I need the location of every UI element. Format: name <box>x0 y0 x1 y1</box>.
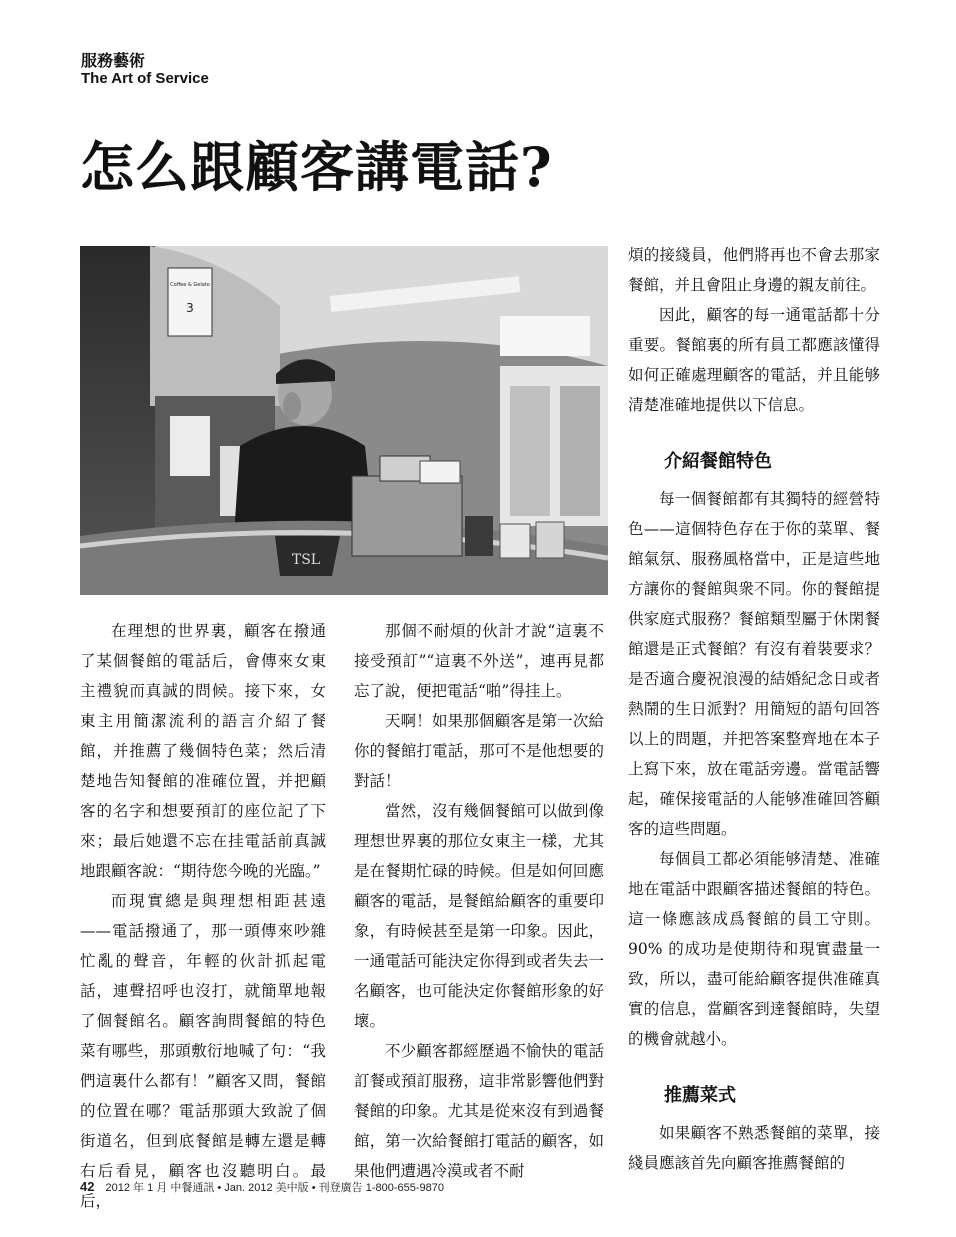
page-number: 42 <box>80 1179 95 1194</box>
sign-text-line2: 3 <box>186 301 194 315</box>
subheading-recommend-dishes: 推薦菜式 <box>664 1085 736 1105</box>
page-footer <box>80 1179 444 1195</box>
paragraph-continuation: 煩的接綫員，他們將再也不會去那家餐館，并且會阻止身邊的親友前往。 <box>628 246 880 294</box>
bowl-label-text: TSL <box>291 552 321 568</box>
paragraph: 那個不耐煩的伙計才說“這裏不接受預訂”“這裏不外送”，連再見都忘了說，便把電話“啪”得挂上。 <box>354 622 604 700</box>
paragraph: 在理想的世界裏，顧客在撥通了某個餐館的電話后，會傳來女東主禮貌而真誠的問候。接下來，女東主用簡潔流利的語言介紹了餐館，并推薦了幾個特色菜；然后清楚地告知餐館的准確位置，并把顧客的名字和想要預訂的座位記了下來；最后她還不忘在挂電話前真誠地跟顧客說：“期待您今晚的光臨。” <box>80 622 326 880</box>
paragraph: 每一個餐館都有其獨特的經營特色——這個特色存在于你的菜單、餐館氣氛、服務風格當中，正是這些地方讓你的餐館與衆不同。你的餐館提供家庭式服務？餐館類型屬于休閑餐館還是正式餐館？有沒有着裝要求？是否適合慶祝浪漫的結婚紀念日或者熱鬧的生日派對？用簡短的語句回答以上的問題，并把答案整齊地在本子上寫下來，放在電話旁邊。當電話響起，確保接電話的人能够准確回答顧客的這些問題。 <box>628 490 880 838</box>
subheading-restaurant-features: 介紹餐館特色 <box>664 451 772 471</box>
article-title: 怎么跟顧客講電話? <box>80 135 553 199</box>
article-column-2 <box>354 616 604 1186</box>
paragraph: 天啊！如果那個顧客是第一次給你的餐館打電話，那可不是他想要的對話！ <box>354 712 604 790</box>
paragraph: 每個員工都必須能够清楚、准確地在電話中跟顧客描述餐館的特色。這一條應該成爲餐館的員工守則。90% 的成功是使期待和現實盡量一致，所以，盡可能給顧客提供准確真實的信息，當顧客到達餐館時，失望的機會就越小。 <box>628 850 880 1048</box>
sign-text-line1: Coffee & Gelato <box>170 282 210 288</box>
section-label-english: The Art of Service <box>81 70 209 87</box>
article-photo <box>80 246 608 595</box>
paragraph: 不少顧客都經歷過不愉快的電話訂餐或預訂服務，這非常影響他們對餐館的印象。尤其是從來沒有到過餐館，第一次給餐館打電話的顧客，如果他們遭遇冷漠或者不耐 <box>354 1042 604 1180</box>
paragraph: 當然，沒有幾個餐館可以做到像理想世界裏的那位女東主一樣，尤其是在餐期忙碌的時候。但是如何回應顧客的電話，是餐館給顧客的重要印象，有時候甚至是第一印象。因此，一通電話可能決定你得到或者失去一名顧客，也可能決定你餐館形象的好壞。 <box>354 802 604 1030</box>
paragraph: 而現實總是與理想相距甚遠——電話撥通了，那一頭傳來吵雜忙亂的聲音，年輕的伙計抓起電話，連聲招呼也沒打，就簡單地報了個餐館名。顧客詢問餐館的特色菜有哪些，那頭敷衍地喊了句：“我們這裏什么都有！”顧客又問，餐館的位置在哪？電話那頭大致說了個街道名，但到底餐館是轉左還是轉右后看見，顧客也沒聽明白。最后， <box>80 892 326 1210</box>
article-column-1 <box>80 616 326 1216</box>
photo-illustration <box>80 246 608 595</box>
section-label-chinese: 服務藝術 <box>81 53 146 70</box>
article-column-3 <box>628 240 880 1178</box>
footer-text: 2012 年 1 月 中餐通訊 • Jan. 2012 美中版 • 刊登廣告 1-800-655-9870 <box>105 1182 444 1194</box>
paragraph: 因此，顧客的每一通電話都十分重要。餐館裏的所有員工都應該懂得如何正確處理顧客的電話，并且能够清楚准確地提供以下信息。 <box>628 306 880 414</box>
paragraph: 如果顧客不熟悉餐館的菜單，接綫員應該首先向顧客推薦餐館的 <box>628 1124 880 1172</box>
